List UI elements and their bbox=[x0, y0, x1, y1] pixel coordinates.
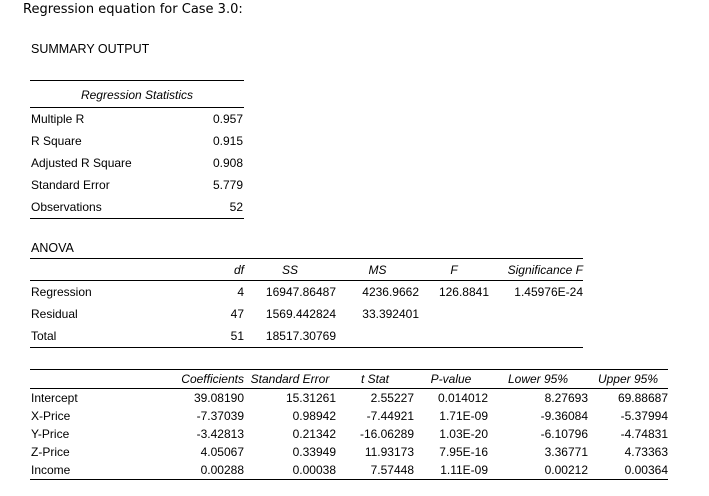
anova-cell: 126.8841 bbox=[438, 285, 489, 299]
coef-cell: 0.00212 bbox=[544, 463, 588, 477]
page-heading: Regression equation for Case 3.0: bbox=[23, 2, 243, 17]
coef-cell: X-Price bbox=[31, 409, 71, 423]
regression-statistics-header: Regression Statistics bbox=[30, 81, 244, 108]
stat-label: Adjusted R Square bbox=[31, 156, 132, 170]
coef-cell: -5.37994 bbox=[620, 409, 668, 423]
anova-cell bbox=[336, 325, 419, 348]
coef-cell: Intercept bbox=[31, 391, 78, 405]
anova-header-blank bbox=[30, 259, 180, 281]
coef-cell: Z-Price bbox=[31, 445, 70, 459]
coef-header-blank bbox=[30, 370, 180, 389]
stat-value: 5.779 bbox=[212, 178, 243, 192]
anova-cell: 51 bbox=[230, 329, 244, 343]
stat-label: Multiple R bbox=[31, 112, 85, 126]
coef-header-coefficients: Coefficients bbox=[180, 370, 244, 389]
coefficients-table bbox=[30, 369, 668, 480]
anova-cell: 18517.30769 bbox=[265, 329, 336, 343]
anova-cell: 33.392401 bbox=[362, 307, 419, 321]
stat-label: Standard Error bbox=[31, 178, 110, 192]
coef-cell: 69.88687 bbox=[617, 391, 668, 405]
anova-cell: 4236.9662 bbox=[362, 285, 419, 299]
coef-cell: 0.98942 bbox=[292, 409, 336, 423]
anova-cell: 47 bbox=[230, 307, 244, 321]
coef-cell: 7.95E-16 bbox=[439, 445, 488, 459]
stat-value: 0.915 bbox=[212, 134, 243, 148]
anova-table bbox=[30, 258, 583, 348]
coef-cell: 0.00288 bbox=[200, 463, 244, 477]
coef-cell: 0.014012 bbox=[437, 391, 488, 405]
coef-cell: 11.93173 bbox=[364, 445, 414, 459]
table-row bbox=[30, 407, 668, 425]
coef-cell: -9.36084 bbox=[540, 409, 588, 423]
regression-statistics-table bbox=[30, 80, 244, 219]
table-row bbox=[30, 325, 583, 348]
table-row bbox=[30, 461, 668, 480]
anova-cell bbox=[419, 303, 489, 325]
anova-cell bbox=[419, 325, 489, 348]
coef-cell: -7.44921 bbox=[366, 409, 414, 423]
anova-header-significance-f: Significance F bbox=[489, 259, 583, 281]
table-row bbox=[30, 174, 244, 196]
anova-cell bbox=[489, 325, 583, 348]
anova-header-ss: SS bbox=[244, 259, 336, 281]
anova-cell: 16947.86487 bbox=[265, 285, 336, 299]
coef-header-lower-95: Lower 95% bbox=[488, 370, 588, 389]
coef-header-p-value: P-value bbox=[414, 370, 488, 389]
coef-header-standard-error: Standard Error bbox=[244, 370, 336, 389]
coef-header-t-stat: t Stat bbox=[336, 370, 414, 389]
anova-cell: Total bbox=[31, 329, 57, 343]
stat-value: 0.908 bbox=[212, 156, 243, 170]
stat-value: 0.957 bbox=[212, 112, 243, 126]
anova-header-df: df bbox=[180, 259, 244, 281]
coef-cell: 0.33949 bbox=[292, 445, 336, 459]
table-row bbox=[30, 281, 583, 304]
coef-cell: 1.71E-09 bbox=[439, 409, 488, 423]
coef-cell: -16.06289 bbox=[359, 427, 414, 441]
anova-cell: 1569.442824 bbox=[265, 307, 336, 321]
table-row bbox=[30, 303, 583, 325]
stat-label: Observations bbox=[31, 200, 102, 214]
anova-header-f: F bbox=[419, 259, 489, 281]
coef-cell: 4.05067 bbox=[200, 445, 244, 459]
coef-cell: 0.00364 bbox=[624, 463, 668, 477]
coef-cell: 3.36771 bbox=[544, 445, 588, 459]
table-row bbox=[30, 425, 668, 443]
anova-title: ANOVA bbox=[31, 241, 74, 255]
coef-cell: 2.55227 bbox=[370, 391, 414, 405]
table-row bbox=[30, 196, 244, 219]
coef-cell: 8.27693 bbox=[544, 391, 588, 405]
coef-cell: Income bbox=[31, 463, 71, 477]
coef-cell: -3.42813 bbox=[196, 427, 244, 441]
table-row bbox=[30, 130, 244, 152]
coef-cell: 1.11E-09 bbox=[440, 463, 488, 477]
table-row bbox=[30, 152, 244, 174]
coef-cell: 0.21342 bbox=[292, 427, 336, 441]
anova-cell: 1.45976E-24 bbox=[514, 285, 583, 299]
coef-cell: 15.31261 bbox=[285, 391, 336, 405]
stat-label: R Square bbox=[31, 134, 82, 148]
coef-cell: -6.10796 bbox=[540, 427, 588, 441]
anova-cell: Residual bbox=[31, 307, 78, 321]
coef-cell: Y-Price bbox=[31, 427, 70, 441]
coef-header-upper-95: Upper 95% bbox=[588, 370, 668, 389]
table-row bbox=[30, 389, 668, 408]
anova-cell: Regression bbox=[31, 285, 92, 299]
coef-cell: 0.00038 bbox=[292, 463, 336, 477]
coef-cell: 1.03E-20 bbox=[439, 427, 488, 441]
summary-output-title: SUMMARY OUTPUT bbox=[31, 42, 150, 56]
anova-header-ms: MS bbox=[336, 259, 419, 281]
anova-cell bbox=[489, 303, 583, 325]
coef-cell: -7.37039 bbox=[196, 409, 244, 423]
coef-cell: 4.73363 bbox=[624, 445, 668, 459]
coef-cell: 39.08190 bbox=[193, 391, 244, 405]
table-row bbox=[30, 108, 244, 131]
coef-cell: 7.57448 bbox=[370, 463, 414, 477]
stat-value: 52 bbox=[229, 200, 243, 214]
table-row bbox=[30, 443, 668, 461]
anova-cell: 4 bbox=[237, 285, 244, 299]
coef-cell: -4.74831 bbox=[620, 427, 668, 441]
